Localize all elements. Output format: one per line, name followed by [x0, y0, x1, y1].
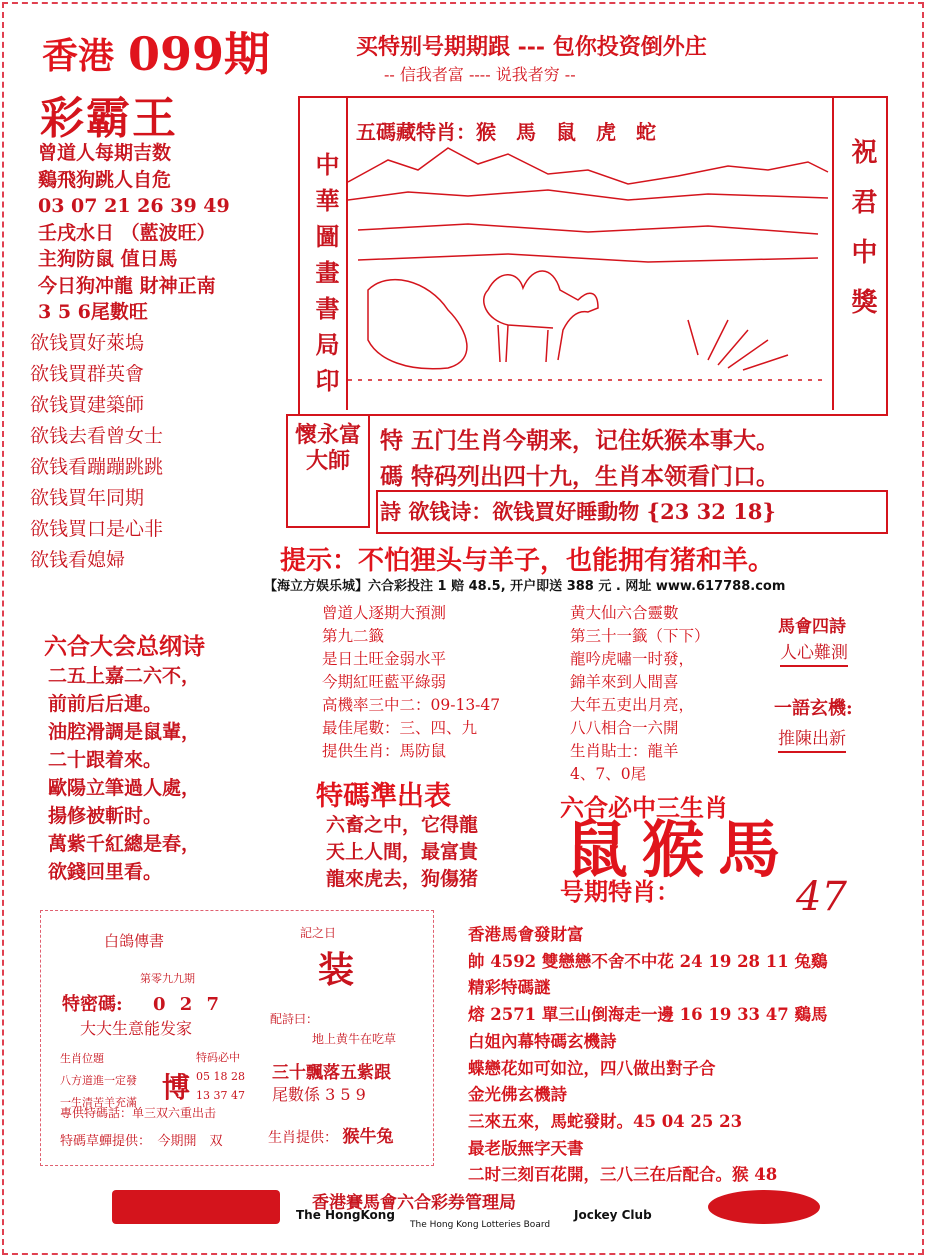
- poem-row-1-text: 五门生肖今朝来，记住妖猴本事大。: [411, 427, 780, 454]
- poem-row-2: [380, 458, 779, 491]
- mid-line: 高機率三中二：09-13-47: [322, 696, 501, 714]
- card-banner: 三十飄落五紫跟: [272, 1063, 391, 1083]
- mid-line: 今期紅旺藍平綠弱: [322, 673, 447, 691]
- seal-stamp: [286, 414, 370, 528]
- footer-en-left: The HongKong: [296, 1208, 395, 1222]
- card-num-row: 13 37 47: [196, 1089, 245, 1102]
- card-issue: 第零九九期: [140, 972, 195, 985]
- bottom-right-line: 金光佛玄機詩: [468, 1085, 567, 1105]
- bottom-right-line: 三來五來，馬蛇發財。45 04 25 23: [468, 1111, 743, 1131]
- picture-right-column: [832, 98, 884, 410]
- logo: 彩霸王: [40, 93, 178, 144]
- right-line: 八八相合一六開: [570, 719, 679, 737]
- wish-item: 欲钱看蹦蹦跳跳: [30, 456, 164, 478]
- mid-line-2: 六畜之中，它得龍: [326, 814, 479, 836]
- poem-row-3-label: 詩: [380, 499, 401, 524]
- poem-left-line: 前前后后連。: [48, 693, 163, 715]
- left-line-7: 3 5 6尾數旺: [38, 301, 148, 323]
- footer-en-right: Jockey Club: [574, 1208, 652, 1222]
- desert-camel-illustration: [348, 140, 830, 408]
- mid-col-lines: [322, 602, 500, 763]
- mid-line: 最佳尾數：三、四、九: [322, 719, 478, 737]
- card-tail: 尾數係 3 5 9: [272, 1085, 366, 1104]
- poem-row-3: [380, 496, 776, 526]
- card-num-row: 05 18 28: [196, 1070, 245, 1083]
- side-value-1: 人心難測: [780, 638, 848, 667]
- poem-row-1-label: 特: [380, 427, 403, 454]
- card-left-line: 八方道進一定發: [60, 1074, 137, 1087]
- left-line-5: 主狗防鼠 值日馬: [38, 248, 178, 270]
- paper-poem-label: 配詩曰：: [270, 1012, 319, 1026]
- right-line: 黄大仙六合靈數: [570, 604, 679, 622]
- card-special-line: 專供特碼話：单三双六重出击: [60, 1106, 217, 1120]
- right-line: 龍吟虎嘯一时發，: [570, 650, 695, 668]
- card-special-label: 特密碼:: [62, 994, 123, 1015]
- right-line: 第三十一籤（下下）: [570, 627, 710, 645]
- poem-row-2-label: 碼: [380, 463, 403, 490]
- card-slogan: 大大生意能发家: [80, 1019, 193, 1038]
- footer-en-sub: The Hong Kong Lotteries Board: [410, 1220, 551, 1230]
- poem-left-line: 萬紫千紅總是春，: [48, 833, 201, 855]
- right-line: 錦羊來到人間喜: [570, 673, 679, 691]
- ad-banner[interactable]: 【海立方娱乐城】六合彩投注 1 赔 48.5, 开户即送 388 元 . 网址 www.617788.com: [264, 579, 786, 594]
- right-line: 生肖貼士：龍羊: [570, 742, 679, 760]
- right-col-lines: [570, 602, 710, 786]
- paper-char: 装: [318, 949, 355, 991]
- poem-left-title: 六合大会总纲诗: [44, 633, 205, 660]
- poem-left-line: 歐陽立筆過人處，: [48, 777, 201, 799]
- header-sub: -- 信我者富 ---- 说我者穷 --: [384, 65, 576, 84]
- left-line-1: 曾道人每期吉数: [38, 142, 172, 164]
- poem-left-line: 油腔滑調是鼠輩，: [48, 721, 201, 743]
- card-nums: [196, 1048, 245, 1105]
- card-special-value: 0 2 7: [152, 994, 224, 1015]
- bottom-right-line: 蝶戀花如可如泣，四八做出對子合: [468, 1058, 716, 1078]
- mid-line-2: 龍來虎去，狗傷猪: [326, 868, 479, 890]
- bottom-right-line: 帥 4592 雙戀戀不舍不中花 24 19 28 11 兔鷄: [468, 951, 828, 971]
- card-zodiac-label: 生肖提供：: [268, 1130, 338, 1146]
- poem-left-line: 二十跟着來。: [48, 749, 163, 771]
- poem-row-1: [380, 422, 779, 455]
- bottom-right-line: 二时三刻百花開，三八三在后配合。猴 48: [468, 1165, 778, 1185]
- hint-line: [280, 540, 774, 577]
- wish-item: 欲钱買群英會: [30, 363, 145, 385]
- bottom-right-line: 最老版無字天書: [468, 1138, 584, 1158]
- header-slogan: 买特别号期期跟 --- 包你投资倒外庄: [356, 34, 707, 60]
- side-value-2: 推陳出新: [778, 724, 846, 753]
- right-line: 大年五吏出月亮，: [570, 696, 695, 714]
- picture-left-column: [300, 98, 348, 410]
- picture-left-col-text: 中華圖畫書局印: [311, 152, 340, 404]
- card-mid-char: 博: [162, 1071, 191, 1104]
- left-top-lines: [38, 140, 230, 326]
- left-line-6: 今日狗冲龍 財神正南: [38, 274, 216, 297]
- three-animals: 鼠猴馬: [566, 813, 795, 886]
- side-title-2: 一語玄機:: [774, 698, 853, 719]
- picture-title: 五碼藏特肖：猴 馬 鼠 虎 蛇: [356, 120, 656, 144]
- mid-line: 曾道人逐期大預測: [322, 604, 447, 622]
- bottom-right-line: 精彩特碼謎: [468, 978, 551, 998]
- card-zodiac-value: 猴牛兔: [342, 1127, 394, 1147]
- poem-row-3-text: 欲钱诗：欲钱買好睡動物: [408, 499, 640, 524]
- card-nums-title: 特码必中: [196, 1051, 240, 1064]
- three-hand: 47: [796, 874, 847, 920]
- wish-item: 欲钱買建築師: [30, 394, 145, 416]
- side-title-1: 馬會四詩: [778, 617, 846, 637]
- hint-label: 提示：: [280, 546, 359, 576]
- picture-right-col-text: 祝君中獎: [847, 138, 877, 338]
- hint-text: 不怕狸头与羊子，也能拥有猪和羊。: [358, 546, 775, 576]
- footer-left-logo: [112, 1190, 280, 1224]
- mid-line: 是日土旺金弱水平: [322, 650, 447, 668]
- three-bottom: 号期特肖：: [560, 877, 680, 906]
- footer-right-logo: [708, 1190, 820, 1224]
- header-issue: 099期: [128, 27, 271, 81]
- wish-item: 欲钱買好萊塢: [30, 332, 145, 354]
- right-line: 4、7、0尾: [570, 765, 647, 783]
- poem-left-line: 欲錢回里看。: [48, 861, 163, 883]
- card-left-line: 生肖位題: [60, 1052, 104, 1065]
- left-line-4: 壬戌水日 （藍波旺）: [38, 221, 216, 244]
- mid-lines-2: [326, 812, 478, 893]
- poem-left-lines: [48, 662, 200, 886]
- wish-item: 欲钱買年同期: [30, 487, 145, 509]
- mid-line-2: 天上人間，最富貴: [326, 841, 479, 863]
- three-top: 六合必中三生肖: [560, 793, 728, 822]
- bottom-right-lines: [468, 922, 827, 1189]
- paper-poem: 地上黄牛在吃草: [312, 1032, 397, 1046]
- wish-item: 欲钱看媳婦: [30, 549, 126, 571]
- left-line-3: 03 07 21 26 39 49: [38, 195, 230, 217]
- seal-text: 懷永富大師: [294, 422, 361, 474]
- mid-title-2: 特碼準出表: [316, 781, 451, 812]
- card-left-line: 一生清苦羊充滿: [60, 1096, 137, 1109]
- wish-item: 欲钱買口是心非: [30, 518, 164, 540]
- header-brand: 香港: [42, 35, 115, 77]
- mid-line: 提供生肖：馬防鼠: [322, 742, 447, 760]
- card-title: 白鴿傳書: [104, 932, 165, 950]
- left-line-2: 鷄飛狗跳人自危: [38, 168, 172, 191]
- bottom-right-line: 熔 2571 單三山倒海走一邊 16 19 33 47 鷄馬: [468, 1005, 828, 1025]
- card-special: [62, 990, 223, 1016]
- card-footer: 特碼草蟬提供： 今期開 双: [60, 1134, 223, 1149]
- bottom-right-line: 白姐內幕特碼玄機詩: [468, 1031, 617, 1051]
- card-zodiac: [268, 1122, 393, 1147]
- footer-cn: 香港賽馬會六合彩券管理局: [312, 1193, 516, 1213]
- poem-left-line: 揚修被斬时。: [48, 805, 163, 827]
- wish-list: [30, 328, 163, 576]
- bottom-right-line: 香港馬會發財富: [468, 925, 584, 944]
- poem-row-2-text: 特码列出四十九，生肖本领看门口。: [411, 463, 780, 490]
- poem-row-3-nums: {23 32 18}: [646, 499, 776, 524]
- poem-left-line: 二五上嘉二六不，: [48, 665, 201, 687]
- wish-item: 欲钱去看曾女士: [30, 425, 164, 447]
- mid-line: 第九二籤: [322, 627, 385, 645]
- paper-title: 記之日: [300, 926, 337, 940]
